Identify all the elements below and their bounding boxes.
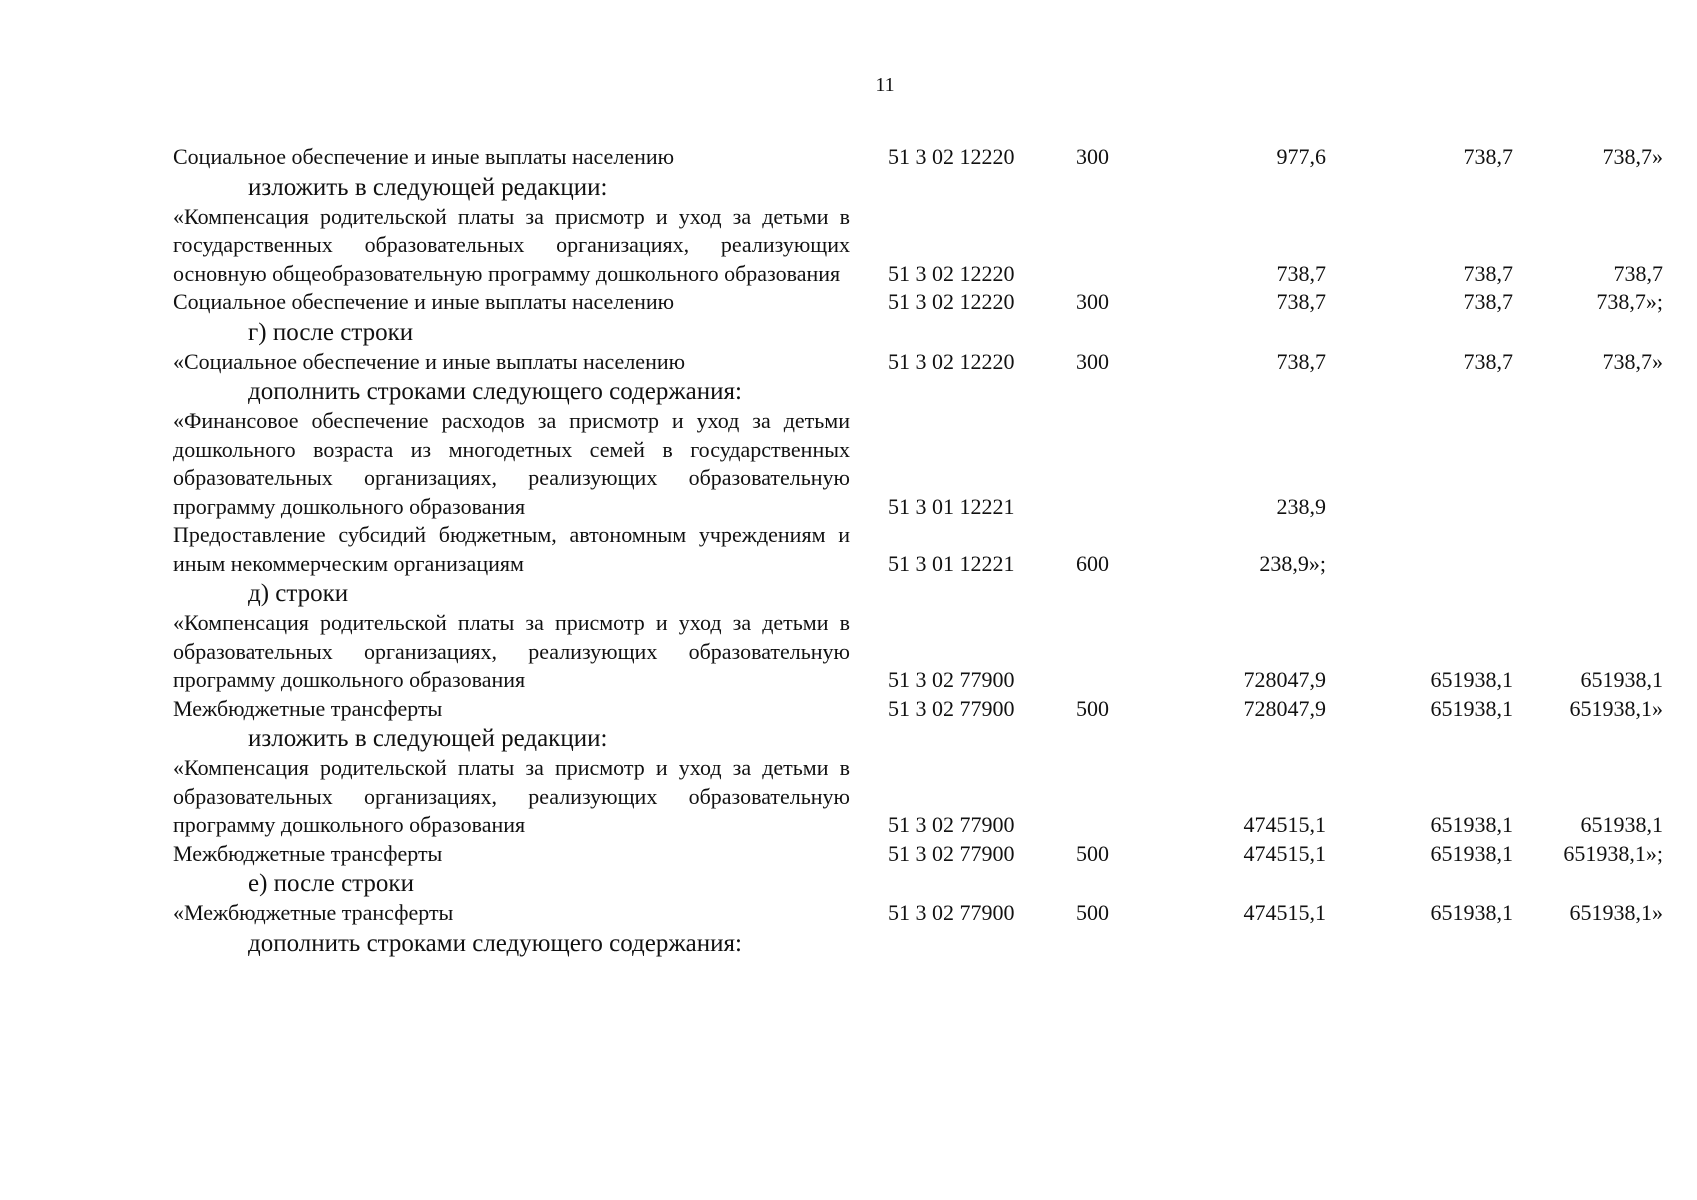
amount-column-2: 738,7 [1463, 289, 1513, 314]
budget-row [173, 695, 1663, 724]
amount-column-3: 738,7» [1602, 348, 1663, 374]
expense-type-code: 300 [1076, 144, 1109, 169]
amount-column-2: 651938,1 [1430, 840, 1513, 866]
row-description: Предоставление субсидий бюджетным, автономным учреждениям и иным некоммерческим организациям [173, 522, 850, 576]
budget-row [173, 407, 1663, 521]
classification-code: 51 3 01 12221 [888, 550, 1015, 576]
amount-column-2: 651938,1 [1430, 667, 1513, 692]
expense-type-code: 600 [1076, 550, 1109, 576]
amount-column-1: 738,7 [1276, 260, 1326, 286]
amount-column-1: 474515,1 [1243, 812, 1326, 837]
amount-column-3: 651938,1 [1580, 667, 1663, 692]
expense-type-code: 300 [1076, 348, 1109, 374]
budget-row [173, 143, 1663, 172]
expense-type-code: 300 [1076, 289, 1109, 314]
expense-type-code: 500 [1076, 840, 1109, 866]
page-number: 11 [875, 74, 895, 96]
amount-column-1: 728047,9 [1243, 695, 1326, 721]
instruction-line: г) после строки [248, 318, 414, 346]
amount-column-3: 738,7 [1613, 260, 1663, 286]
amount-column-1: 738,7 [1276, 348, 1326, 374]
classification-code: 51 3 02 12220 [888, 260, 1015, 286]
budget-row [173, 288, 1663, 317]
amount-column-3: 651938,1» [1569, 695, 1663, 721]
budget-row [173, 609, 1663, 695]
classification-code: 51 3 02 12220 [888, 348, 1015, 374]
amount-column-3: 738,7»; [1596, 289, 1663, 314]
budget-row [173, 754, 1663, 840]
budget-row [173, 203, 1663, 289]
amount-column-1: 238,9 [1276, 493, 1326, 519]
classification-code: 51 3 02 77900 [888, 695, 1015, 721]
instruction-line: дополнить строками следующего содержания: [248, 929, 742, 957]
amount-column-1: 977,6 [1276, 144, 1326, 169]
amount-column-2: 651938,1 [1430, 812, 1513, 837]
amount-column-1: 738,7 [1276, 289, 1326, 314]
amount-column-2: 738,7 [1463, 260, 1513, 286]
amount-column-3: 651938,1 [1580, 812, 1663, 837]
classification-code: 51 3 02 77900 [888, 900, 1015, 925]
classification-code: 51 3 02 77900 [888, 667, 1015, 692]
row-description: Социальное обеспечение и иные выплаты населению [173, 289, 675, 314]
row-description: «Компенсация родительской платы за присмотр и уход за детьми в государственных образовательных организациях, реализующих основную общеобразовательную программу дошкольного образования [173, 203, 850, 286]
row-description: «Межбюджетные трансферты [173, 900, 454, 925]
amount-column-1: 474515,1 [1243, 840, 1326, 866]
row-description: Межбюджетные трансферты [173, 840, 443, 866]
budget-amendment-text [173, 143, 1663, 959]
amount-column-1: 238,9»; [1259, 550, 1326, 576]
classification-code: 51 3 01 12221 [888, 493, 1015, 519]
instruction-line: е) после строки [248, 870, 414, 897]
amount-column-2: 651938,1 [1430, 695, 1513, 721]
classification-code: 51 3 02 12220 [888, 289, 1015, 314]
instruction-line: изложить в следующей редакции: [248, 725, 608, 752]
row-description: «Социальное обеспечение и иные выплаты населению [173, 348, 686, 374]
amount-column-3: 738,7» [1602, 144, 1663, 169]
expense-type-code: 500 [1076, 695, 1109, 721]
row-description: Межбюджетные трансферты [173, 695, 443, 721]
classification-code: 51 3 02 77900 [888, 840, 1015, 866]
amount-column-3: 651938,1»; [1563, 840, 1663, 866]
classification-code: 51 3 02 77900 [888, 812, 1015, 837]
instruction-line: изложить в следующей редакции: [248, 173, 608, 201]
amount-column-2: 738,7 [1463, 144, 1513, 169]
row-description: «Финансовое обеспечение расходов за присмотр и уход за детьми дошкольного возраста из многодетных семей в государственных образовательных организациях, реализующих образовательную программу дошкольного образования [173, 408, 850, 519]
budget-row [173, 348, 1663, 377]
row-description: «Компенсация родительской платы за присмотр и уход за детьми в образовательных организациях, реализующих образовательную программу дошкольного образования [173, 755, 850, 837]
row-description: Социальное обеспечение и иные выплаты населению [173, 144, 675, 169]
budget-row [173, 899, 1663, 928]
amount-column-3: 651938,1» [1569, 900, 1663, 925]
amount-column-2: 738,7 [1463, 348, 1513, 374]
amount-column-2: 651938,1 [1430, 900, 1513, 925]
instruction-line: дополнить строками следующего содержания: [248, 378, 742, 405]
amount-column-1: 474515,1 [1243, 900, 1326, 925]
amount-column-1: 728047,9 [1243, 667, 1326, 692]
budget-row [173, 521, 1663, 578]
classification-code: 51 3 02 12220 [888, 144, 1015, 169]
budget-row [173, 840, 1663, 869]
instruction-line: д) строки [248, 580, 349, 607]
expense-type-code: 500 [1076, 900, 1109, 925]
row-description: «Компенсация родительской платы за присмотр и уход за детьми в образовательных организациях, реализующих образовательную программу дошкольного образования [173, 610, 850, 692]
